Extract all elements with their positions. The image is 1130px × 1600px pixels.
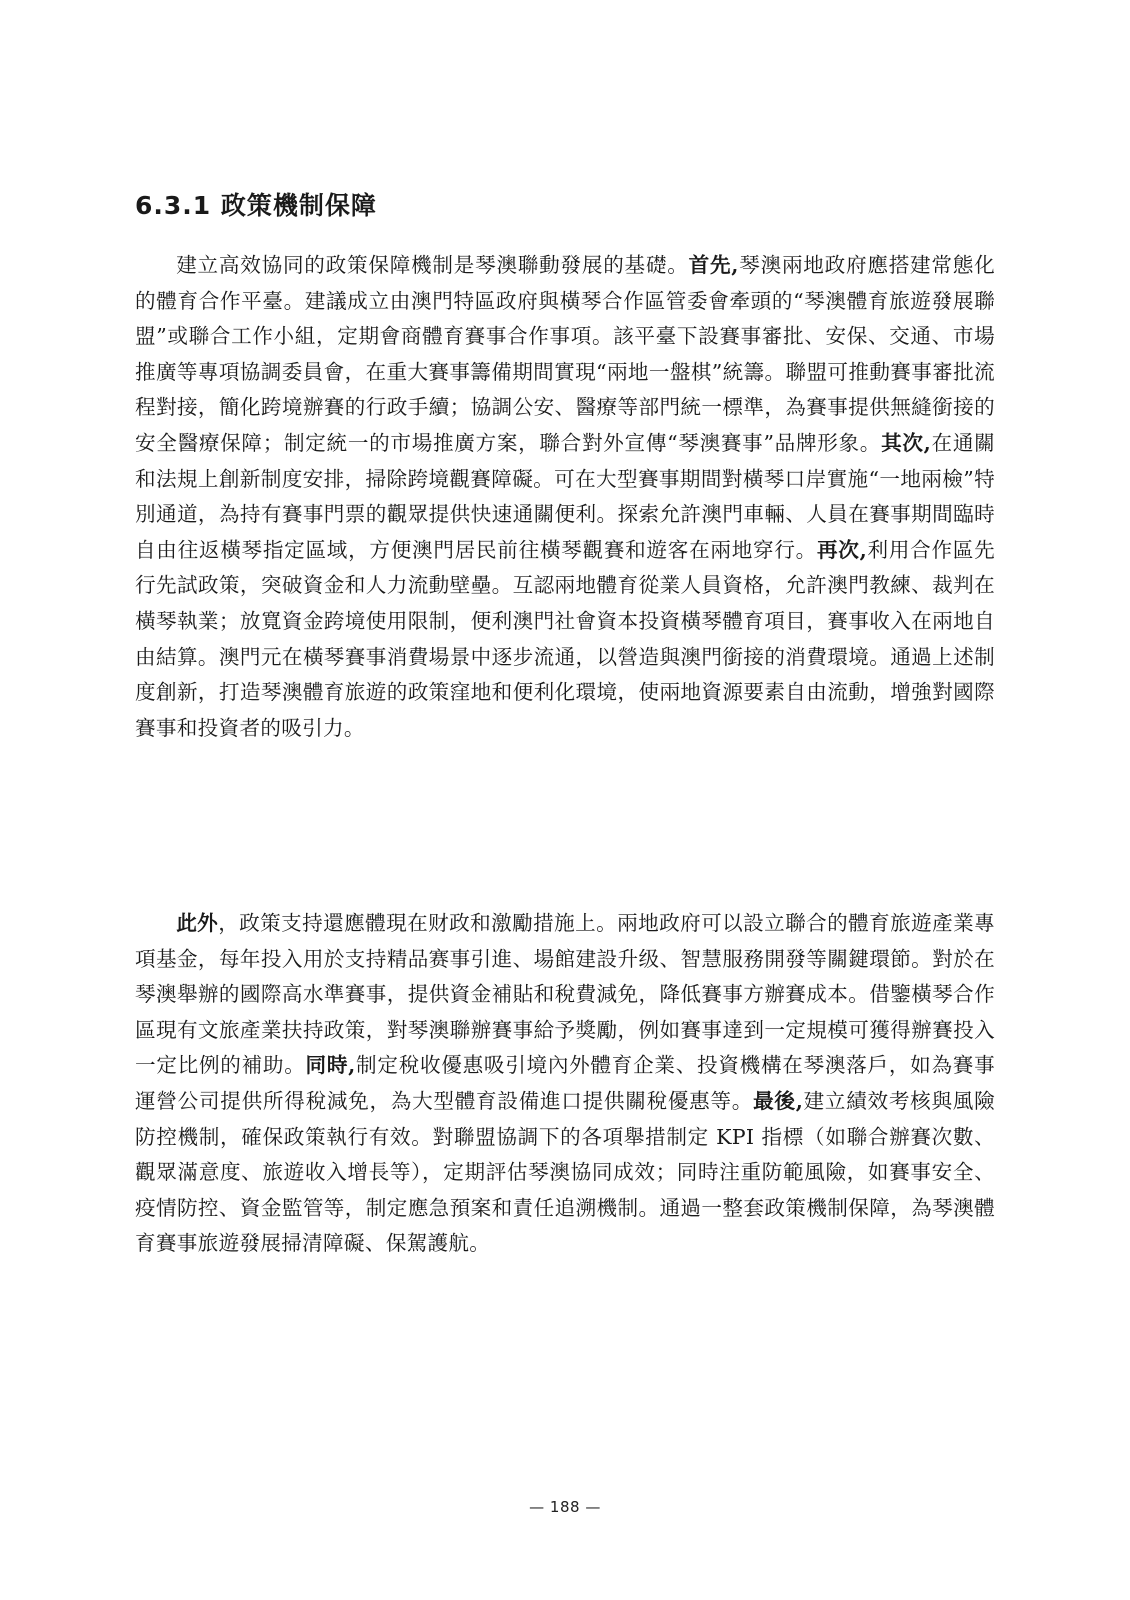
paragraph-text: 利用合作區先行先試政策，突破資金和人力流動壁壘。互認兩地體育從業人員資格，允許澳門教練、裁判在橫琴執業；放寬資金跨境使用限制，便利澳門社會資本投資橫琴體育項目，賽事收入在兩地自由結算。澳門元在橫琴賽事消費場景中逐步流通，以營造與澳門銜接的消費環境。通過上述制度創新，打造琴澳體育旅遊的政策窪地和便利化環境，使兩地資源要素自由流動，增強對國際賽事和投資者的吸引力。 — [135, 537, 995, 740]
bold-lead-additionally: 此外 — [176, 911, 219, 935]
bold-lead-meanwhile: 同時, — [305, 1053, 356, 1078]
paragraph-policy-mechanism — [135, 248, 995, 746]
bold-lead-third: 再次, — [817, 537, 868, 562]
bold-lead-finally: 最後, — [753, 1088, 804, 1113]
page-number: — 188 — — [529, 1498, 601, 1516]
paragraph-text: ，政策支持還應體現在财政和激勵措施上。兩地政府可以設立聯合的體育旅遊產業專項基金，每年投入用於支持精品赛事引進、場館建設升级、智慧服務開發等關鍵環節。對於在琴澳舉辦的國際高水準賽事，提供資金補貼和稅費減免，降低賽事方辦賽成本。借鑒橫琴合作區現有文旅產業扶持政策，對琴澳聯辦賽事給予獎勵，例如賽事達到一定規模可獲得辦賽投入一定比例的補助。 — [135, 911, 995, 1078]
paragraph-text: 在通關和法規上創新制度安排，掃除跨境觀賽障礙。可在大型賽事期間對橫琴口岸實施“一地兩檢”特別通道，為持有賽事門票的觀眾提供快速通關便利。探索允許澳門車輛、人員在賽事期間臨時自由往返橫琴指定區域，方便澳門居民前往橫琴觀賽和遊客在兩地穿行。 — [135, 430, 995, 562]
paragraph-fiscal-incentives — [135, 906, 995, 1262]
paragraph-text: 建立高效協同的政策保障機制是琴澳聯動發展的基礎。 — [176, 253, 689, 277]
paragraph-text: 建立績效考核與風險防控機制，確保政策執行有效。對聯盟協調下的各項舉措制定 KPI 指標（如聯合辦賽次數、觀眾滿意度、旅遊收入增長等），定期評估琴澳協同成效；同時注重防範風險，如賽事安全、疫情防控、資金監管等，制定應急預案和責任追溯機制。通過一整套政策機制保障，為琴澳體育賽事旅遊發展掃清障礙、保駕護航。 — [135, 1088, 996, 1256]
paragraph-text: 制定稅收優惠吸引境內外體育企業、投資機構在琴澳落戶，如為賽事運營公司提供所得稅減免，為大型體育設備進口提供關稅優惠等。 — [135, 1053, 996, 1113]
paragraph-text: 琴澳兩地政府應搭建常態化的體育合作平臺。建議成立由澳門特區政府與橫琴合作區管委會牽頭的“琴澳體育旅遊發展聯盟”或聯合工作小組，定期會商體育賽事合作事項。該平臺下設賽事審批、安保、交通、市場推廣等專項協調委員會，在重大賽事籌備期間實現“兩地一盤棋”統籌。聯盟可推動賽事審批流程對接，簡化跨境辦賽的行政手續；協調公安、醫療等部門統一標準，為賽事提供無縫銜接的安全醫療保障；制定統一的市場推廣方案，聯合對外宣傳“琴澳賽事”品牌形象。 — [135, 253, 995, 455]
section-title: 6.3.1 政策機制保障 — [135, 191, 377, 220]
bold-lead-second: 其次, — [881, 430, 932, 455]
bold-lead-first: 首先, — [688, 253, 739, 277]
